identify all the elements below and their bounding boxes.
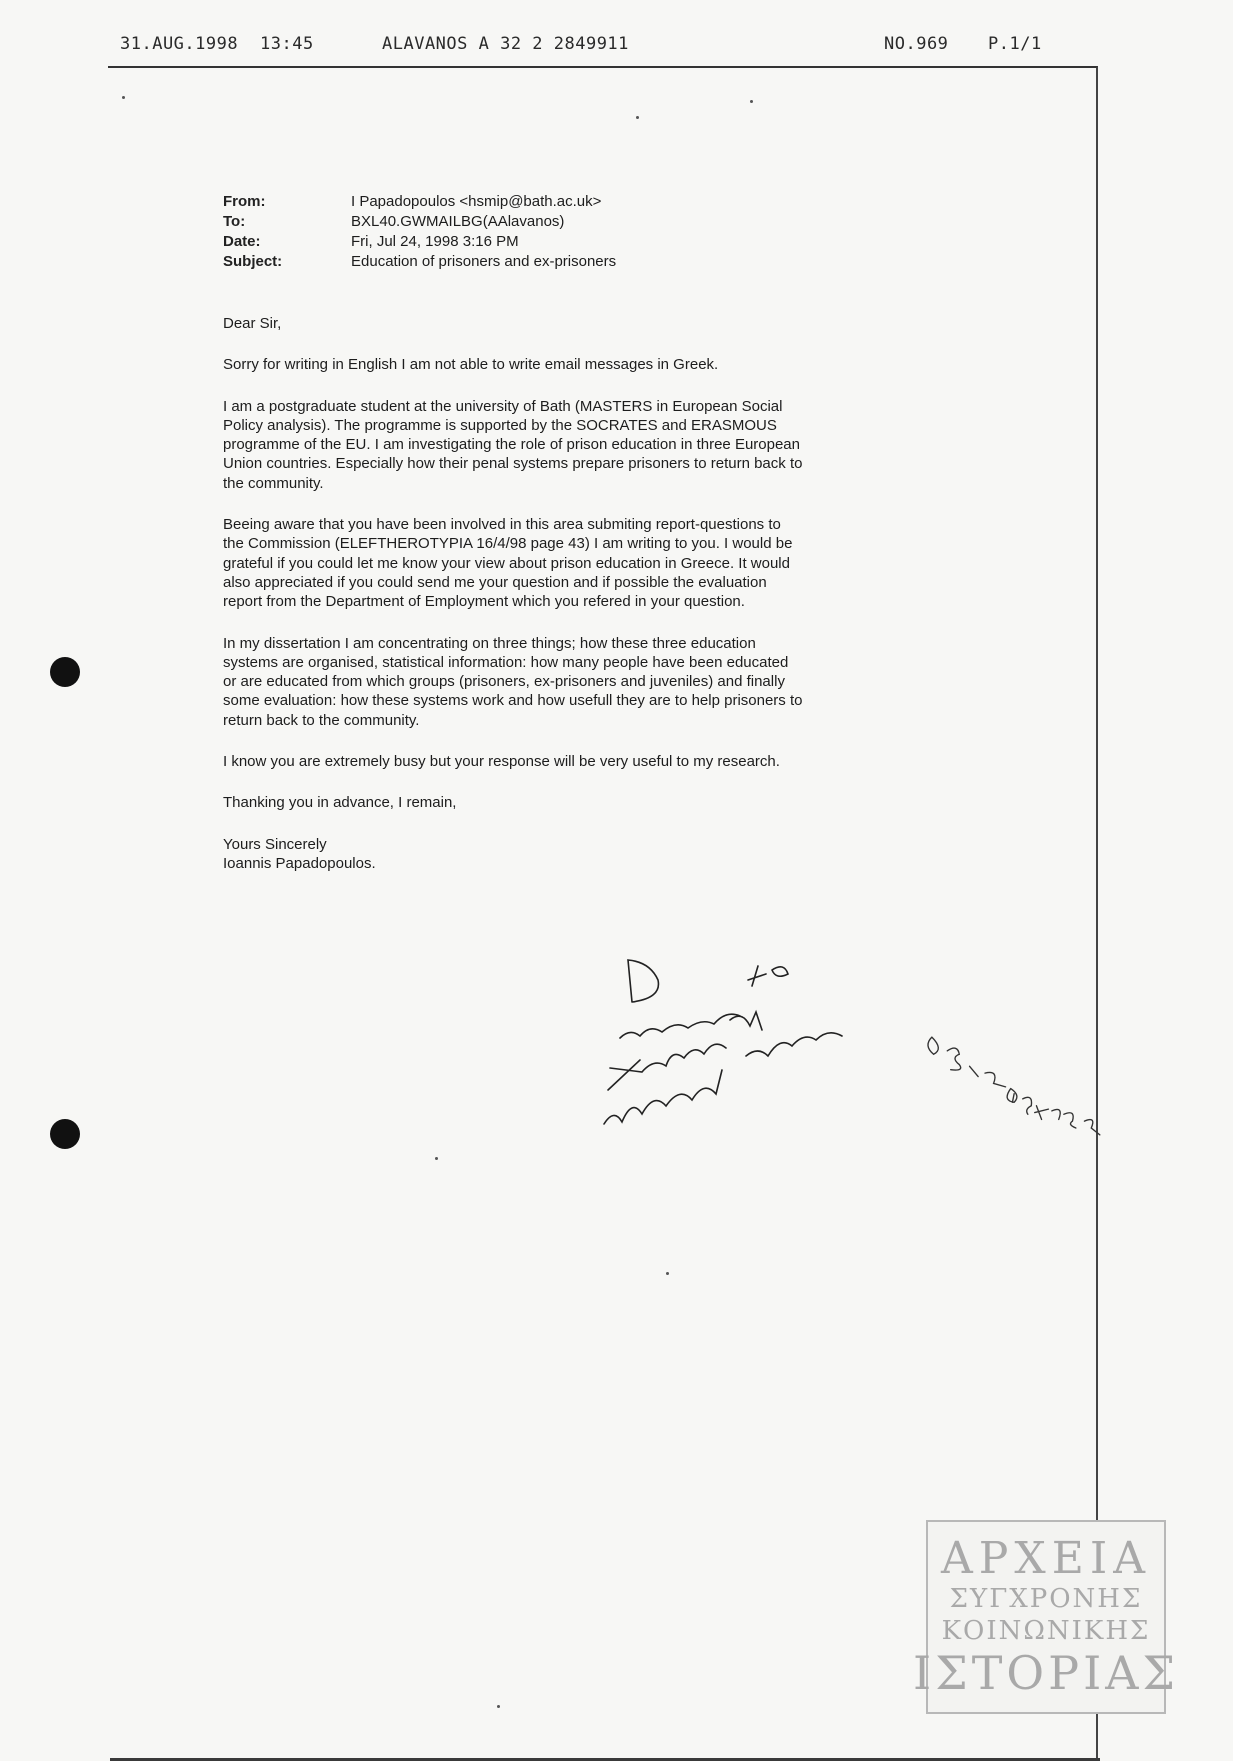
scan-speck — [122, 96, 125, 99]
signature: Ioannis Papadopoulos. — [223, 854, 376, 872]
fax-time: 13:45 — [260, 34, 314, 54]
email-headers — [223, 192, 823, 272]
closing: Yours Sincerely — [223, 835, 327, 853]
header-subject — [223, 252, 823, 272]
scan-speck — [750, 100, 753, 103]
signature-block — [223, 835, 803, 874]
handwritten-note — [580, 940, 880, 1180]
scan-speck — [666, 1272, 669, 1275]
greeting: Dear Sir, — [223, 315, 282, 332]
handwritten-number — [900, 1020, 1130, 1140]
stamp-line: ΑΡΧΕΙΑ — [941, 1533, 1151, 1584]
header-key: Date: — [223, 233, 261, 250]
header-key: Subject: — [223, 253, 283, 270]
stamp-line: ΣΥΓΧΡΟΝΗΣ — [949, 1584, 1143, 1614]
fax-sender: ALAVANOS A 32 2 2849911 — [382, 34, 629, 54]
stamp-line: ΚΟΙΝΩΝΙΚΗΣ — [941, 1616, 1151, 1646]
header-value: I Papadopoulos <hsmip@bath.ac.uk> — [351, 193, 602, 210]
email-body — [223, 314, 803, 873]
fax-number: NO.969 — [884, 34, 949, 54]
paragraph: In my dissertation I am concentrating on three things; how these three education systems are organised, statistical information: how many people have been educated or are educated from which groups (prisoners, ex-prisoners and juveniles) and finally some evaluation: how these systems work and how usefull they are to help prisoners to return back to the community. — [223, 634, 803, 729]
punch-hole — [50, 657, 80, 687]
scan-speck — [435, 1157, 438, 1160]
archive-stamp — [913, 1520, 1179, 1714]
scan-speck — [636, 116, 639, 119]
scan-speck — [497, 1705, 500, 1708]
punch-hole — [50, 1119, 80, 1149]
header-value: BXL40.GWMAILBG(AAlavanos) — [351, 213, 565, 230]
header-value: Education of prisoners and ex-prisoners — [351, 253, 617, 270]
header-date — [223, 232, 823, 252]
stamp-line: ΙΣΤΟΡΙΑΣ — [913, 1646, 1179, 1700]
paragraph: I am a postgraduate student at the university of Bath (MASTERS in European Social Policy analysis). The programme is supported by the SOCRATES and ERASMOUS programme of the EU. I am investigating the role of prison education in three European Union countries. Especially how their penal systems prepare prisoners to return back to the community. — [223, 397, 803, 492]
header-key: To: — [223, 213, 246, 230]
header-to — [223, 212, 823, 232]
fax-page: P.1/1 — [988, 34, 1042, 54]
fax-header — [120, 34, 1050, 58]
header-value: Fri, Jul 24, 1998 3:16 PM — [351, 233, 519, 250]
header-from — [223, 192, 823, 212]
header-key: From: — [223, 193, 266, 210]
fax-date: 31.AUG.1998 — [120, 34, 239, 54]
paragraph: Thanking you in advance, I remain, — [223, 794, 457, 812]
paragraph: Beeing aware that you have been involved in this area submiting report-questions to the Commission (ELEFTHEROTYPIA 16/4/98 page 43) I am writing to you. I would be grateful if you could let me know your view about prison education in Greece. It would also appreciated if you could send me your question and if possible the evaluation report from the Department of Employment which you refered in your question. — [223, 516, 793, 611]
paragraph: I know you are extremely busy but your response will be very useful to my research. — [223, 753, 780, 771]
paragraph: Sorry for writing in English I am not able to write email messages in Greek. — [223, 356, 719, 374]
